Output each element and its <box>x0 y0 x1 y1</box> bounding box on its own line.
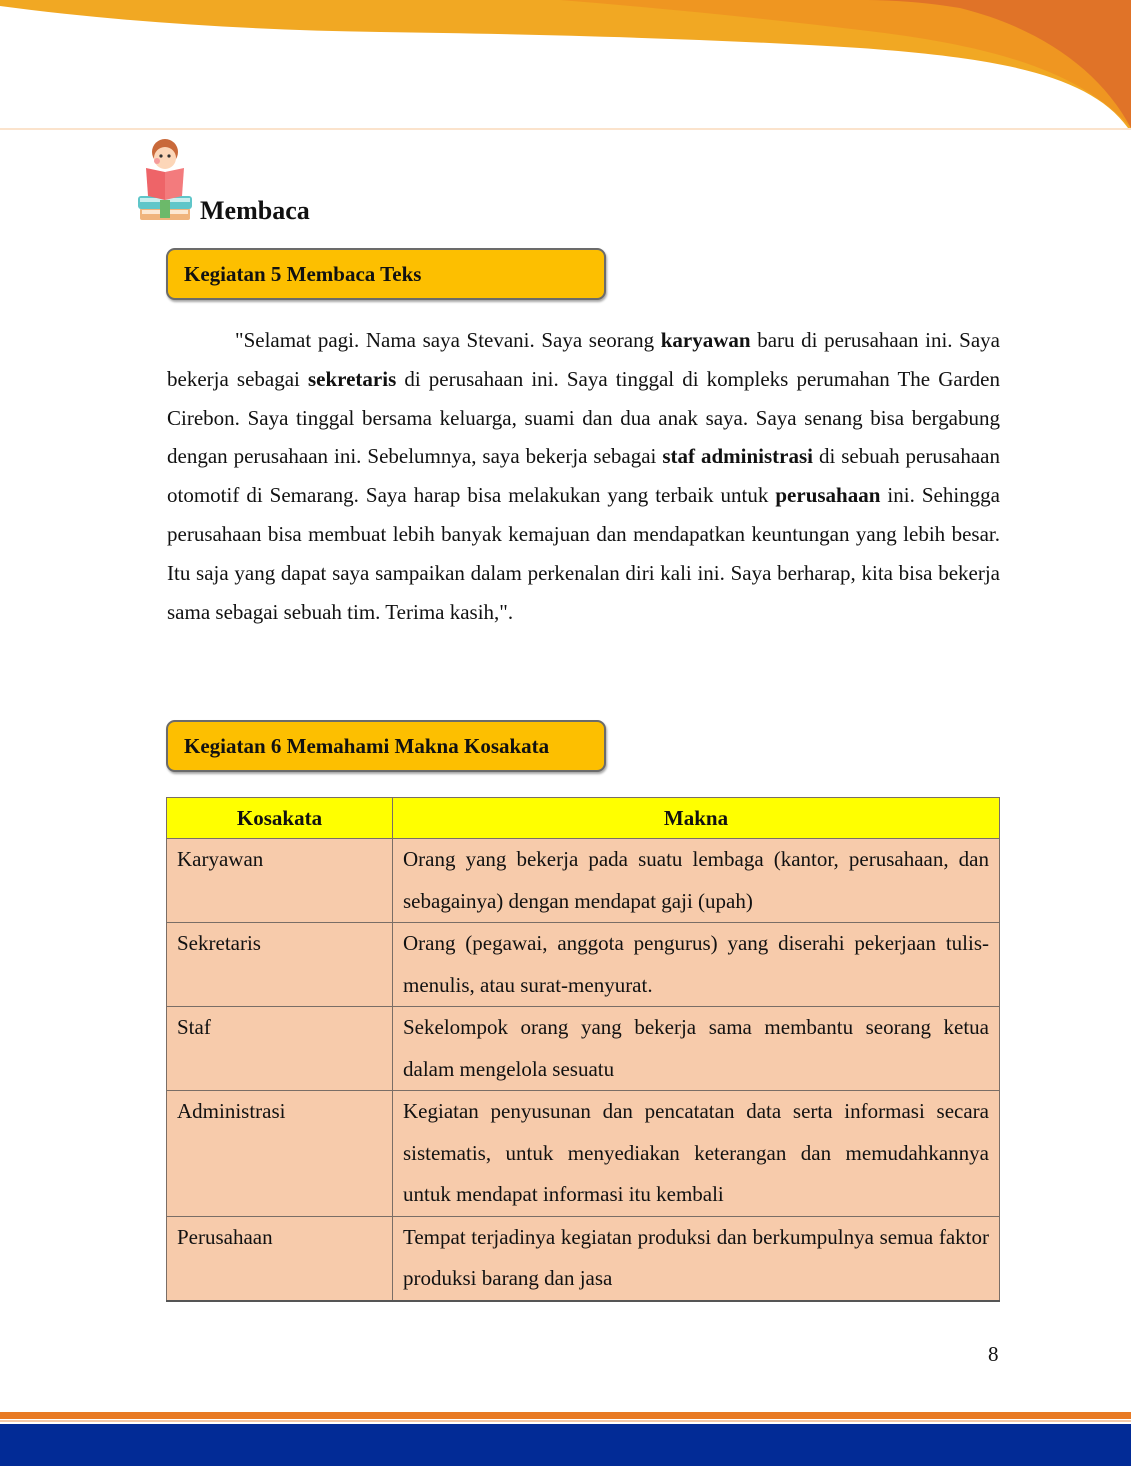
vocab-word: Administrasi <box>167 1091 393 1217</box>
vocab-word: Sekretaris <box>167 923 393 1007</box>
footer-orange-bar <box>0 1412 1131 1419</box>
text-span: "Selamat pagi. Nama saya Stevani. Saya seorang <box>235 328 661 352</box>
vocab-word: Perusahaan <box>167 1216 393 1301</box>
activity-5-title-box <box>166 248 606 300</box>
table-header-row <box>167 798 1000 839</box>
header-kosakata: Kosakata <box>167 798 393 839</box>
highlight-staf-administrasi: staf administrasi <box>662 444 813 469</box>
table-row <box>167 1007 1000 1091</box>
text-span: baru di perusahaan ini. Saya bekerja sebagai <box>167 328 1000 391</box>
page-number: 8 <box>988 1342 999 1366</box>
highlight-perusahaan: perusahaan <box>775 483 881 508</box>
table-row <box>167 923 1000 1007</box>
vocab-meaning: Orang yang bekerja pada suatu lembaga (kantor, perusahaan, dan sebagainya) dengan mendapat gaji (upah) <box>393 839 1000 923</box>
activity-6-title: Kegiatan 6 Memahami Makna Kosakata <box>184 734 550 758</box>
highlight-sekretaris: sekretaris <box>307 366 397 391</box>
vocab-meaning: Kegiatan penyusunan dan pencatatan data serta informasi secara sistematis, untuk menyediakan keterangan dan memudahkannya untuk mendapat informasi itu kembali <box>393 1091 1000 1217</box>
text-span: ini. Sehingga perusahaan bisa membuat lebih banyak kemajuan dan mendapatkan keuntungan yang lebih besar. Itu saja yang dapat saya sampaikan dalam perkenalan diri kali ini. Saya berharap, kita bisa bekerja sama sebagai sebuah tim. Terima kasih,". <box>167 483 1001 624</box>
vocab-word: Staf <box>167 1007 393 1091</box>
vocab-meaning: Sekelompok orang yang bekerja sama membantu seorang ketua dalam mengelola sesuatu <box>393 1007 1000 1091</box>
section-title: Membaca <box>200 196 310 225</box>
activity-5-title: Kegiatan 5 Membaca Teks <box>184 262 422 286</box>
vocab-word: Karyawan <box>167 839 393 923</box>
child-reading-book-icon <box>136 136 194 224</box>
text-span: di sebuah perusahaan otomotif di Semarang. Saya harap bisa melakukan yang terbaik untuk <box>167 444 1000 508</box>
table-row <box>167 1216 1000 1301</box>
footer-blue-bar <box>0 1424 1131 1466</box>
vocab-meaning: Tempat terjadinya kegiatan produksi dan berkumpulnya semua faktor produksi barang dan jasa <box>393 1216 1000 1301</box>
reading-text <box>167 321 1000 631</box>
activity-6-title-box <box>166 720 606 772</box>
top-wave-banner <box>0 0 1131 135</box>
table-row <box>167 1091 1000 1217</box>
header-rule <box>0 128 1131 130</box>
table-row <box>167 839 1000 923</box>
vocabulary-table <box>166 797 1000 1302</box>
vocab-meaning: Orang (pegawai, anggota pengurus) yang diserahi pekerjaan tulis-menulis, atau surat-menyurat. <box>393 923 1000 1007</box>
header-makna: Makna <box>393 798 1000 839</box>
footer-divider <box>0 1420 1131 1422</box>
text-span: di perusahaan ini. Saya tinggal di kompleks perumahan The Garden Cirebon. Saya tinggal bersama keluarga, suami dan dua anak saya. Saya senang bisa bergabung dengan perusahaan ini. Sebelumnya, saya bekerja sebagai <box>167 366 1001 469</box>
highlight-karyawan: karyawan <box>660 328 751 352</box>
reading-paragraph <box>167 321 1000 631</box>
